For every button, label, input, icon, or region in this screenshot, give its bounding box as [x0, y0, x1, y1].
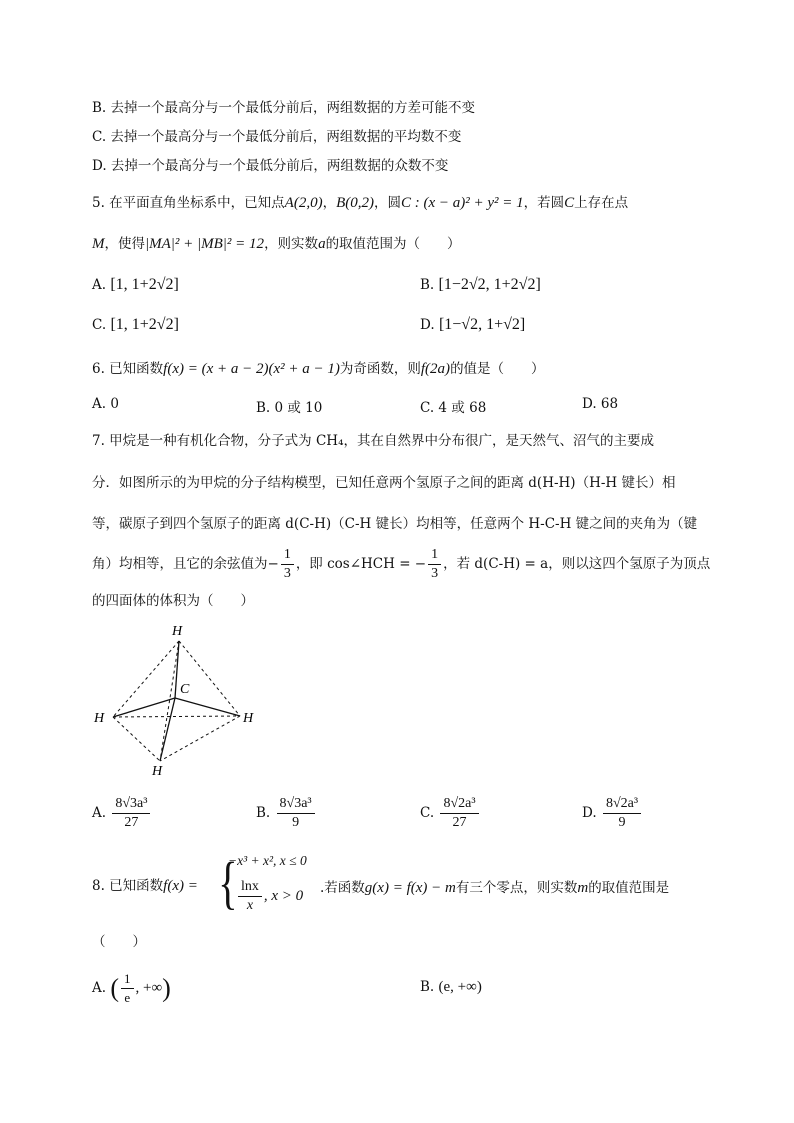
q7-option-d: D. $\frac{\text{8√2a³}}{9}$	[582, 795, 643, 832]
q7-line3: 等，碳原子到四个氢原子的距离 d(C-H)（C-H 键长）均相等，任意两个 H-C-H 键之间的夹角为（键	[92, 516, 698, 532]
q8-case2: $\frac{\ln x}{x}$ , x > 0	[236, 878, 303, 915]
label-h-left: H	[94, 711, 105, 726]
q8-option-a: A. ( $\frac{1}{e}$ , +∞)	[92, 971, 171, 1005]
piecewise-brace: {	[218, 850, 238, 915]
methane-molecule-diagram	[88, 615, 268, 780]
q6-stem: 6. 已知函数f(x) = (x + a − 2)(x² + a − 1)为奇函数，则f(2a)的值是（ ）	[92, 361, 545, 377]
q6-option-b: B. 0 或 10	[256, 400, 323, 416]
q7-option-b: B. $\frac{\text{8√3a³}}{9}$	[256, 795, 317, 832]
q7-option-a: A. $\frac{\text{8√3a³}}{27}$	[92, 795, 152, 832]
q8-stem-prefix: 8. 已知函数f(x) =	[92, 878, 198, 894]
q7-line2: 分．如图所示的为甲烷的分子结构模型，已知任意两个氢原子之间的距离 d(H-H)（H-H 键长）相	[92, 475, 676, 491]
label-h-bottom: H	[152, 764, 163, 779]
point-a: A(2,0)	[284, 195, 323, 211]
q5-stem-line2: M，使得|MA|² + |MB|² = 12，则实数a的取值范围为（ ）	[92, 236, 461, 252]
q6-function: f(x) = (x + a − 2)(x² + a − 1)	[163, 361, 340, 377]
q7-line4: 角）均相等，且它的余弦值为− $\frac{1}{3}$ ，即 cos∠HCH = − $\frac{1}{3}$ ，若 d(C-H) = a，则以这四个氢原子为顶点	[92, 547, 711, 581]
q4-option-c: C. 去掉一个最高分与一个最低分前后，两组数据的平均数不变	[92, 129, 462, 145]
q8-case1: −x³ + x², x ≤ 0	[228, 853, 307, 868]
label-h-right: H	[243, 711, 254, 726]
fraction-one-third: $\frac{1}{3}$	[281, 546, 294, 583]
q8-stem-suffix: .若函数g(x) = f(x) − m有三个零点，则实数m的取值范围是	[320, 880, 670, 896]
q4-option-d: D. 去掉一个最高分与一个最低分前后，两组数据的众数不变	[92, 158, 449, 174]
q8-answer-paren: （ ）	[92, 934, 146, 950]
q5-stem-line1: 5. 在平面直角坐标系中，已知点A(2,0)，B(0,2)，圆C : (x − a)² + y² = 1，若圆C上存在点	[92, 195, 629, 211]
point-b: B(0,2)	[336, 195, 374, 211]
q6-option-c: C. 4 或 68	[420, 400, 487, 416]
q5-option-b: B. [1−2√2, 1+2√2]	[420, 276, 541, 293]
q6-option-d: D. 68	[582, 396, 619, 412]
q5-option-d: D. [1−√2, 1+√2]	[420, 316, 526, 333]
q7-line1: 7. 甲烷是一种有机化合物，分子式为 CH₄，其在自然界中分布很广，是天然气、沼气的主要成	[92, 433, 654, 449]
label-c-center: C	[180, 682, 190, 697]
q8-option-b: B. (e, +∞)	[420, 979, 482, 995]
q5-option-c: C. [1, 1+2√2]	[92, 316, 179, 333]
q7-line5: 的四面体的体积为（ ）	[92, 593, 254, 609]
fraction-one-third: $\frac{1}{3}$	[428, 546, 441, 583]
distance-equation: |MA|² + |MB|² = 12	[145, 236, 265, 252]
q7-option-c: C. $\frac{\text{8√2a³}}{27}$	[420, 795, 481, 832]
g-function: g(x) = f(x) − m	[364, 880, 456, 896]
q5-option-a: A. [1, 1+2√2]	[92, 276, 179, 293]
q4-option-b: B. 去掉一个最高分与一个最低分前后，两组数据的方差可能不变	[92, 100, 476, 116]
label-h-top: H	[172, 624, 183, 639]
q6-option-a: A. 0	[92, 396, 119, 412]
circle-equation: C : (x − a)² + y² = 1	[400, 195, 524, 211]
